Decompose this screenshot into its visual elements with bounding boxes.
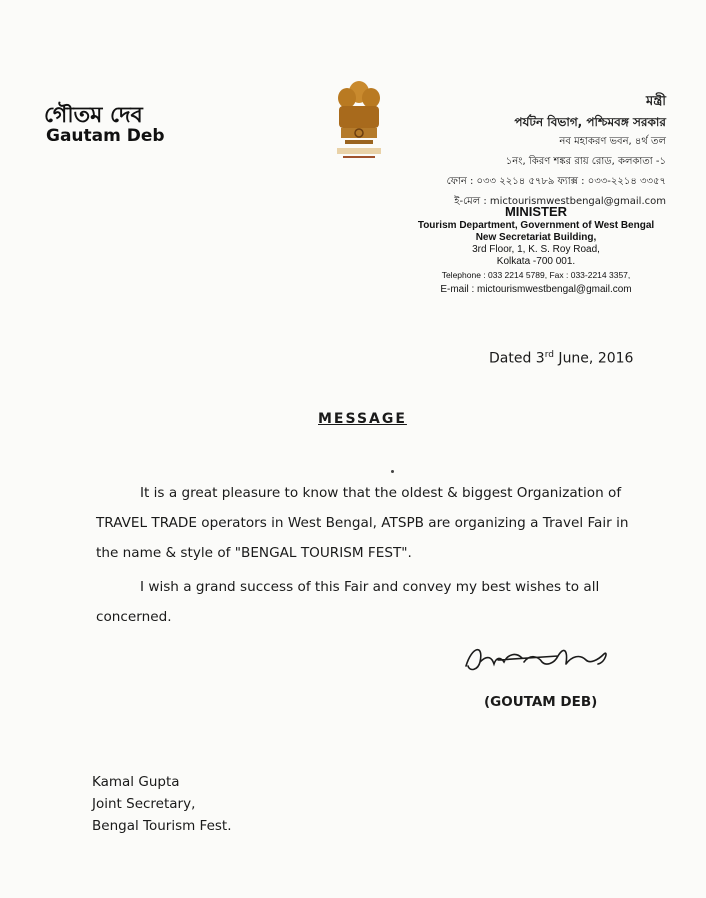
signatory-name: (GOUTAM DEB) [484,694,598,710]
recipient-name: Kamal Gupta [92,774,180,790]
english-building: New Secretariat Building, [475,232,597,243]
date-prefix: Dated 3 [489,350,545,367]
date-ordinal: rd [544,350,554,360]
paragraph-1-text: It is a great pleasure to know that the oldest & biggest Organization of TRAVEL TRADE operators in West Bengal, ATSPB are organizing a Travel Fair in the name & style of "BENGAL TOURISM FEST". [96,485,629,561]
english-title: MINISTER [504,204,568,219]
date-suffix: June, 2016 [553,350,634,367]
bengali-email: ই-মেল : mictourismwestbengal@gmail.com [454,196,666,207]
bengali-title: মন্ত্রী [646,94,666,109]
english-letterhead [400,204,672,298]
bengali-phone: ফোন : ০৩৩ ২২১৪ ৫৭৮৯ ফ্যাক্স : ০৩৩-২২১৪ ৩৩৫৭ [446,176,666,187]
message-paragraph-1 [96,478,636,568]
english-city: Kolkata -700 001. [496,256,576,267]
english-phone: Telephone : 033 2214 5789, Fax : 033-2214 3357, [441,270,631,280]
message-paragraph-2 [96,572,636,632]
bengali-building: নব মহাকরণ ভবন, ৪র্থ তল [559,136,666,147]
letter-date [489,350,633,367]
stray-mark [391,470,394,473]
english-email: E-mail : mictourismwestbengal@gmail.com [440,284,632,295]
minister-name-english: Gautam Deb [46,126,165,146]
bengali-department: পর্যটন বিভাগ, পশ্চিমবঙ্গ সরকার [514,115,666,129]
state-emblem-icon [333,76,385,164]
minister-name-bengali: গৌতম দেব [44,103,143,128]
handwritten-signature [458,636,618,686]
recipient-designation: Joint Secretary, [92,796,196,812]
english-floor: 3rd Floor, 1, K. S. Roy Road, [472,244,600,255]
recipient-organization: Bengal Tourism Fest. [92,818,232,834]
english-department: Tourism Department, Government of West Bengal [417,220,655,231]
message-heading: MESSAGE [318,411,407,427]
recipient-block [92,771,232,837]
bengali-letterhead [400,92,666,212]
bengali-address: ১নং, কিরণ শঙ্কর রায় রোড, কলকাতা -১ [505,156,666,167]
paragraph-2-text: I wish a grand success of this Fair and convey my best wishes to all concerned. [96,579,600,625]
